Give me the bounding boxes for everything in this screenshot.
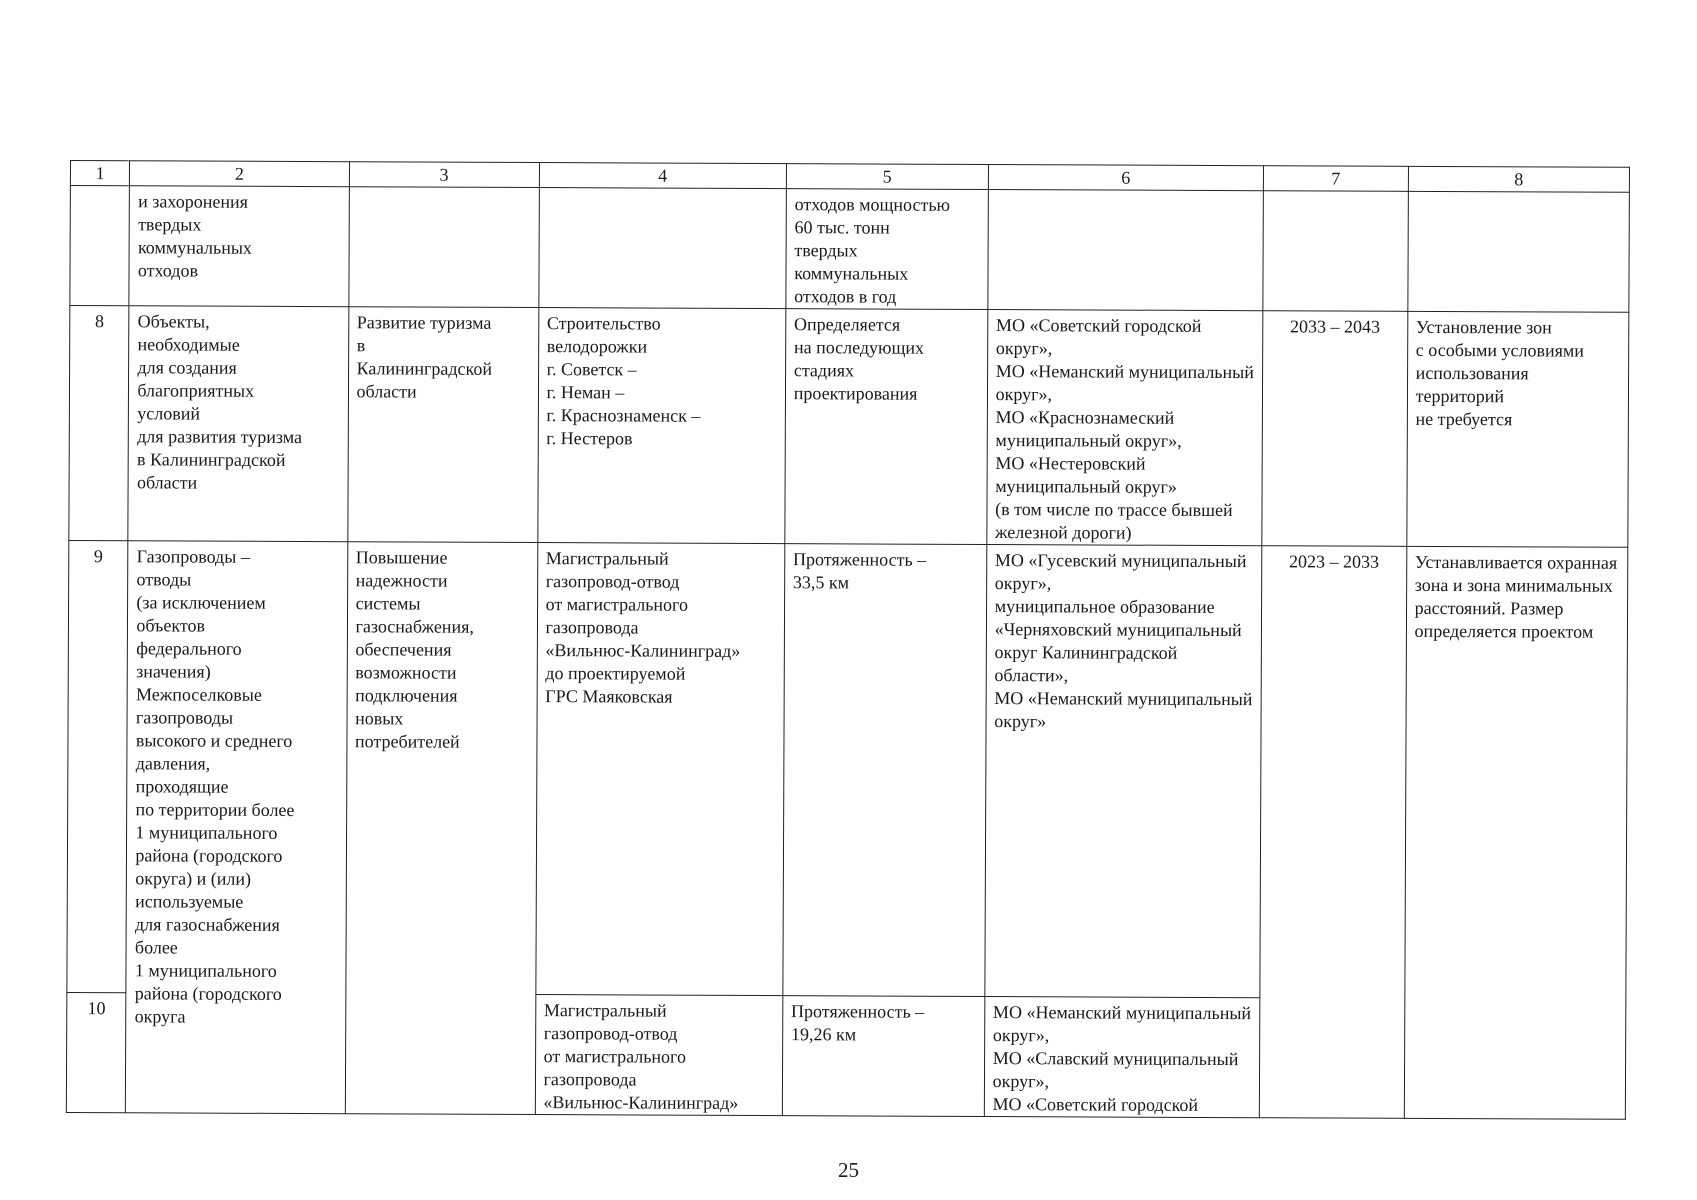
location-cell: МО «Советский городской округ», МО «Неманский муниципальный округ», МО «Краснознамеский муниципальный округ», МО «Нестеровский муниципальный округ» (в том числе по трассе бывшей железной дороги) <box>987 310 1263 546</box>
column-number: 1 <box>70 161 129 186</box>
column-number: 8 <box>1408 166 1629 192</box>
purpose-cell <box>348 187 539 308</box>
zone-cell: Установление зон с особыми условиями использования территорий не требуется <box>1406 311 1628 547</box>
term-cell <box>1263 191 1408 312</box>
row-number-cell: 8 <box>69 306 129 541</box>
term-cell: 2023 – 2033 <box>1259 546 1406 1119</box>
column-number: 5 <box>786 164 988 190</box>
column-number: 4 <box>539 163 786 189</box>
object-name-cell: Газопроводы – отводы (за исключением объектов федерального значения) Межпоселковые газопроводы высокого и среднего давления, проходящие по территории более 1 муниципального района (городского округа) и (или) используемые для газоснабжения более 1 муниципального района (городского округа <box>126 541 348 1114</box>
object-description-cell: Магистральный газопровод-отвод от магистрального газопровода «Вильнюс-Калининград» до проектируемой ГРС Маяковская <box>535 543 784 996</box>
object-name-cell: и захоронения твердых коммунальных отходов <box>129 186 349 307</box>
zone-cell: Устанавливается охранная зона и зона минимальных расстояний. Размер определяется проектом <box>1404 546 1628 1119</box>
location-cell: МО «Гусевский муниципальный округ», муниципальное образование «Черняховский муниципальный округ Калининградской области», МО «Неманский муниципальный округ» <box>985 545 1262 998</box>
characteristics-cell: Определяется на последующих стадиях проектирования <box>785 309 988 545</box>
object-description-cell <box>538 188 786 309</box>
characteristics-cell: Протяженность – 33,5 км <box>783 544 987 997</box>
object-description-cell: Строительство велодорожки г. Советск – г. Неман – г. Краснознаменск – г. Нестеров <box>537 308 785 544</box>
table-row-8 <box>69 306 1629 548</box>
location-cell: МО «Неманский муниципальный округ», МО «Славский муниципальный округ», МО «Советский городской <box>984 996 1260 1117</box>
column-number: 6 <box>988 165 1263 191</box>
main-table <box>66 160 1630 1120</box>
purpose-cell: Повышение надежности системы газоснабжения, обеспечения возможности подключения новых потребителей <box>345 542 538 1115</box>
zone-cell <box>1407 191 1629 312</box>
column-number: 7 <box>1263 166 1408 192</box>
column-number: 2 <box>130 161 349 187</box>
row-number-cell <box>70 186 130 306</box>
page-number: 25 <box>838 1158 859 1182</box>
purpose-cell: Развитие туризма в Калининградской области <box>347 307 538 543</box>
row-number-cell: 9 <box>67 540 128 992</box>
location-cell <box>988 190 1264 311</box>
characteristics-cell: отходов мощностью 60 тыс. тонн твердых коммунальных отходов в год <box>786 189 988 310</box>
row-number-cell: 10 <box>66 992 126 1112</box>
table-row-continuation <box>70 186 1630 313</box>
characteristics-cell: Протяженность – 19,26 км <box>782 996 984 1117</box>
table-row-9 <box>67 540 1628 999</box>
object-name-cell: Объекты, необходимые для создания благоприятных условий для развития туризма в Калининградской области <box>128 306 348 542</box>
object-description-cell: Магистральный газопровод-отвод от магистрального газопровода «Вильнюс-Калининград» <box>535 995 783 1116</box>
term-cell: 2033 – 2043 <box>1262 311 1408 547</box>
column-number: 3 <box>349 162 539 188</box>
